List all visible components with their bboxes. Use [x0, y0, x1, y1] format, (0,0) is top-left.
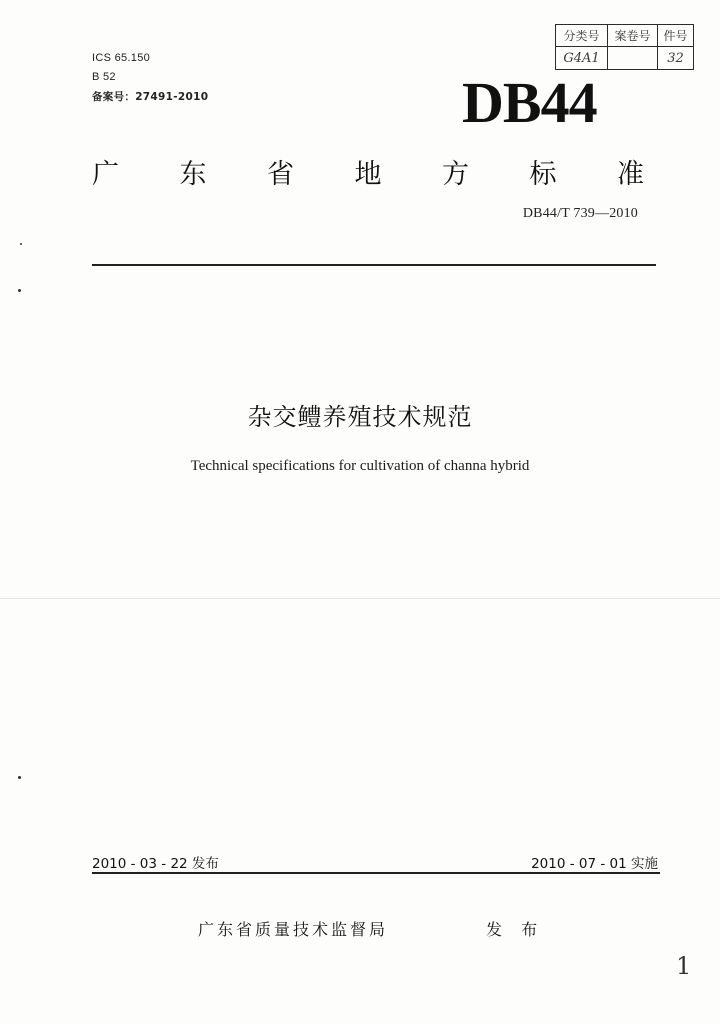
standard-type-char: 标 [529, 159, 557, 190]
issuing-authority: 广东省质量技术监督局 [198, 920, 389, 939]
issue-label: 发 布 [486, 920, 545, 939]
standard-type-char: 方 [442, 159, 469, 190]
stamp-header-item: 件号 [658, 25, 693, 47]
header-divider [92, 264, 656, 266]
ccs-code: B 52 [92, 71, 116, 83]
ics-code: ICS 65.150 [92, 52, 151, 64]
standard-type-char: 省 [267, 159, 294, 190]
stamp-value-file [608, 47, 658, 69]
scan-speck [20, 243, 22, 245]
scan-speck [18, 776, 21, 779]
standard-type-heading [92, 152, 644, 191]
standard-type-char: 准 [617, 159, 644, 190]
stamp-header-category: 分类号 [556, 25, 608, 47]
stamp-value-item: 32 [667, 50, 684, 66]
archive-stamp [555, 24, 694, 70]
db44-logo: DB44 [462, 70, 597, 135]
document-title-chinese: 杂交鳢养殖技术规范 [247, 403, 473, 431]
document-title-english: Technical specifications for cultivation of channa hybrid [190, 458, 530, 474]
stamp-value-category: G4A1 [556, 47, 608, 69]
issue-date: 2010 - 03 - 22 发布 [92, 856, 219, 872]
implementation-date: 2010 - 07 - 01 实施 [531, 856, 658, 872]
scan-speck [18, 289, 21, 292]
standard-type-char: 地 [354, 159, 382, 190]
footer-divider [92, 872, 660, 874]
standard-number: DB44/T 739—2010 [522, 206, 638, 221]
record-number: 备案号：27491-2010 [92, 91, 209, 103]
scan-fold-line [0, 598, 720, 599]
page-number: 1 [676, 952, 692, 980]
standard-type-char: 广 [92, 159, 119, 190]
stamp-header-file: 案卷号 [608, 25, 658, 47]
standard-type-char: 东 [179, 159, 207, 190]
